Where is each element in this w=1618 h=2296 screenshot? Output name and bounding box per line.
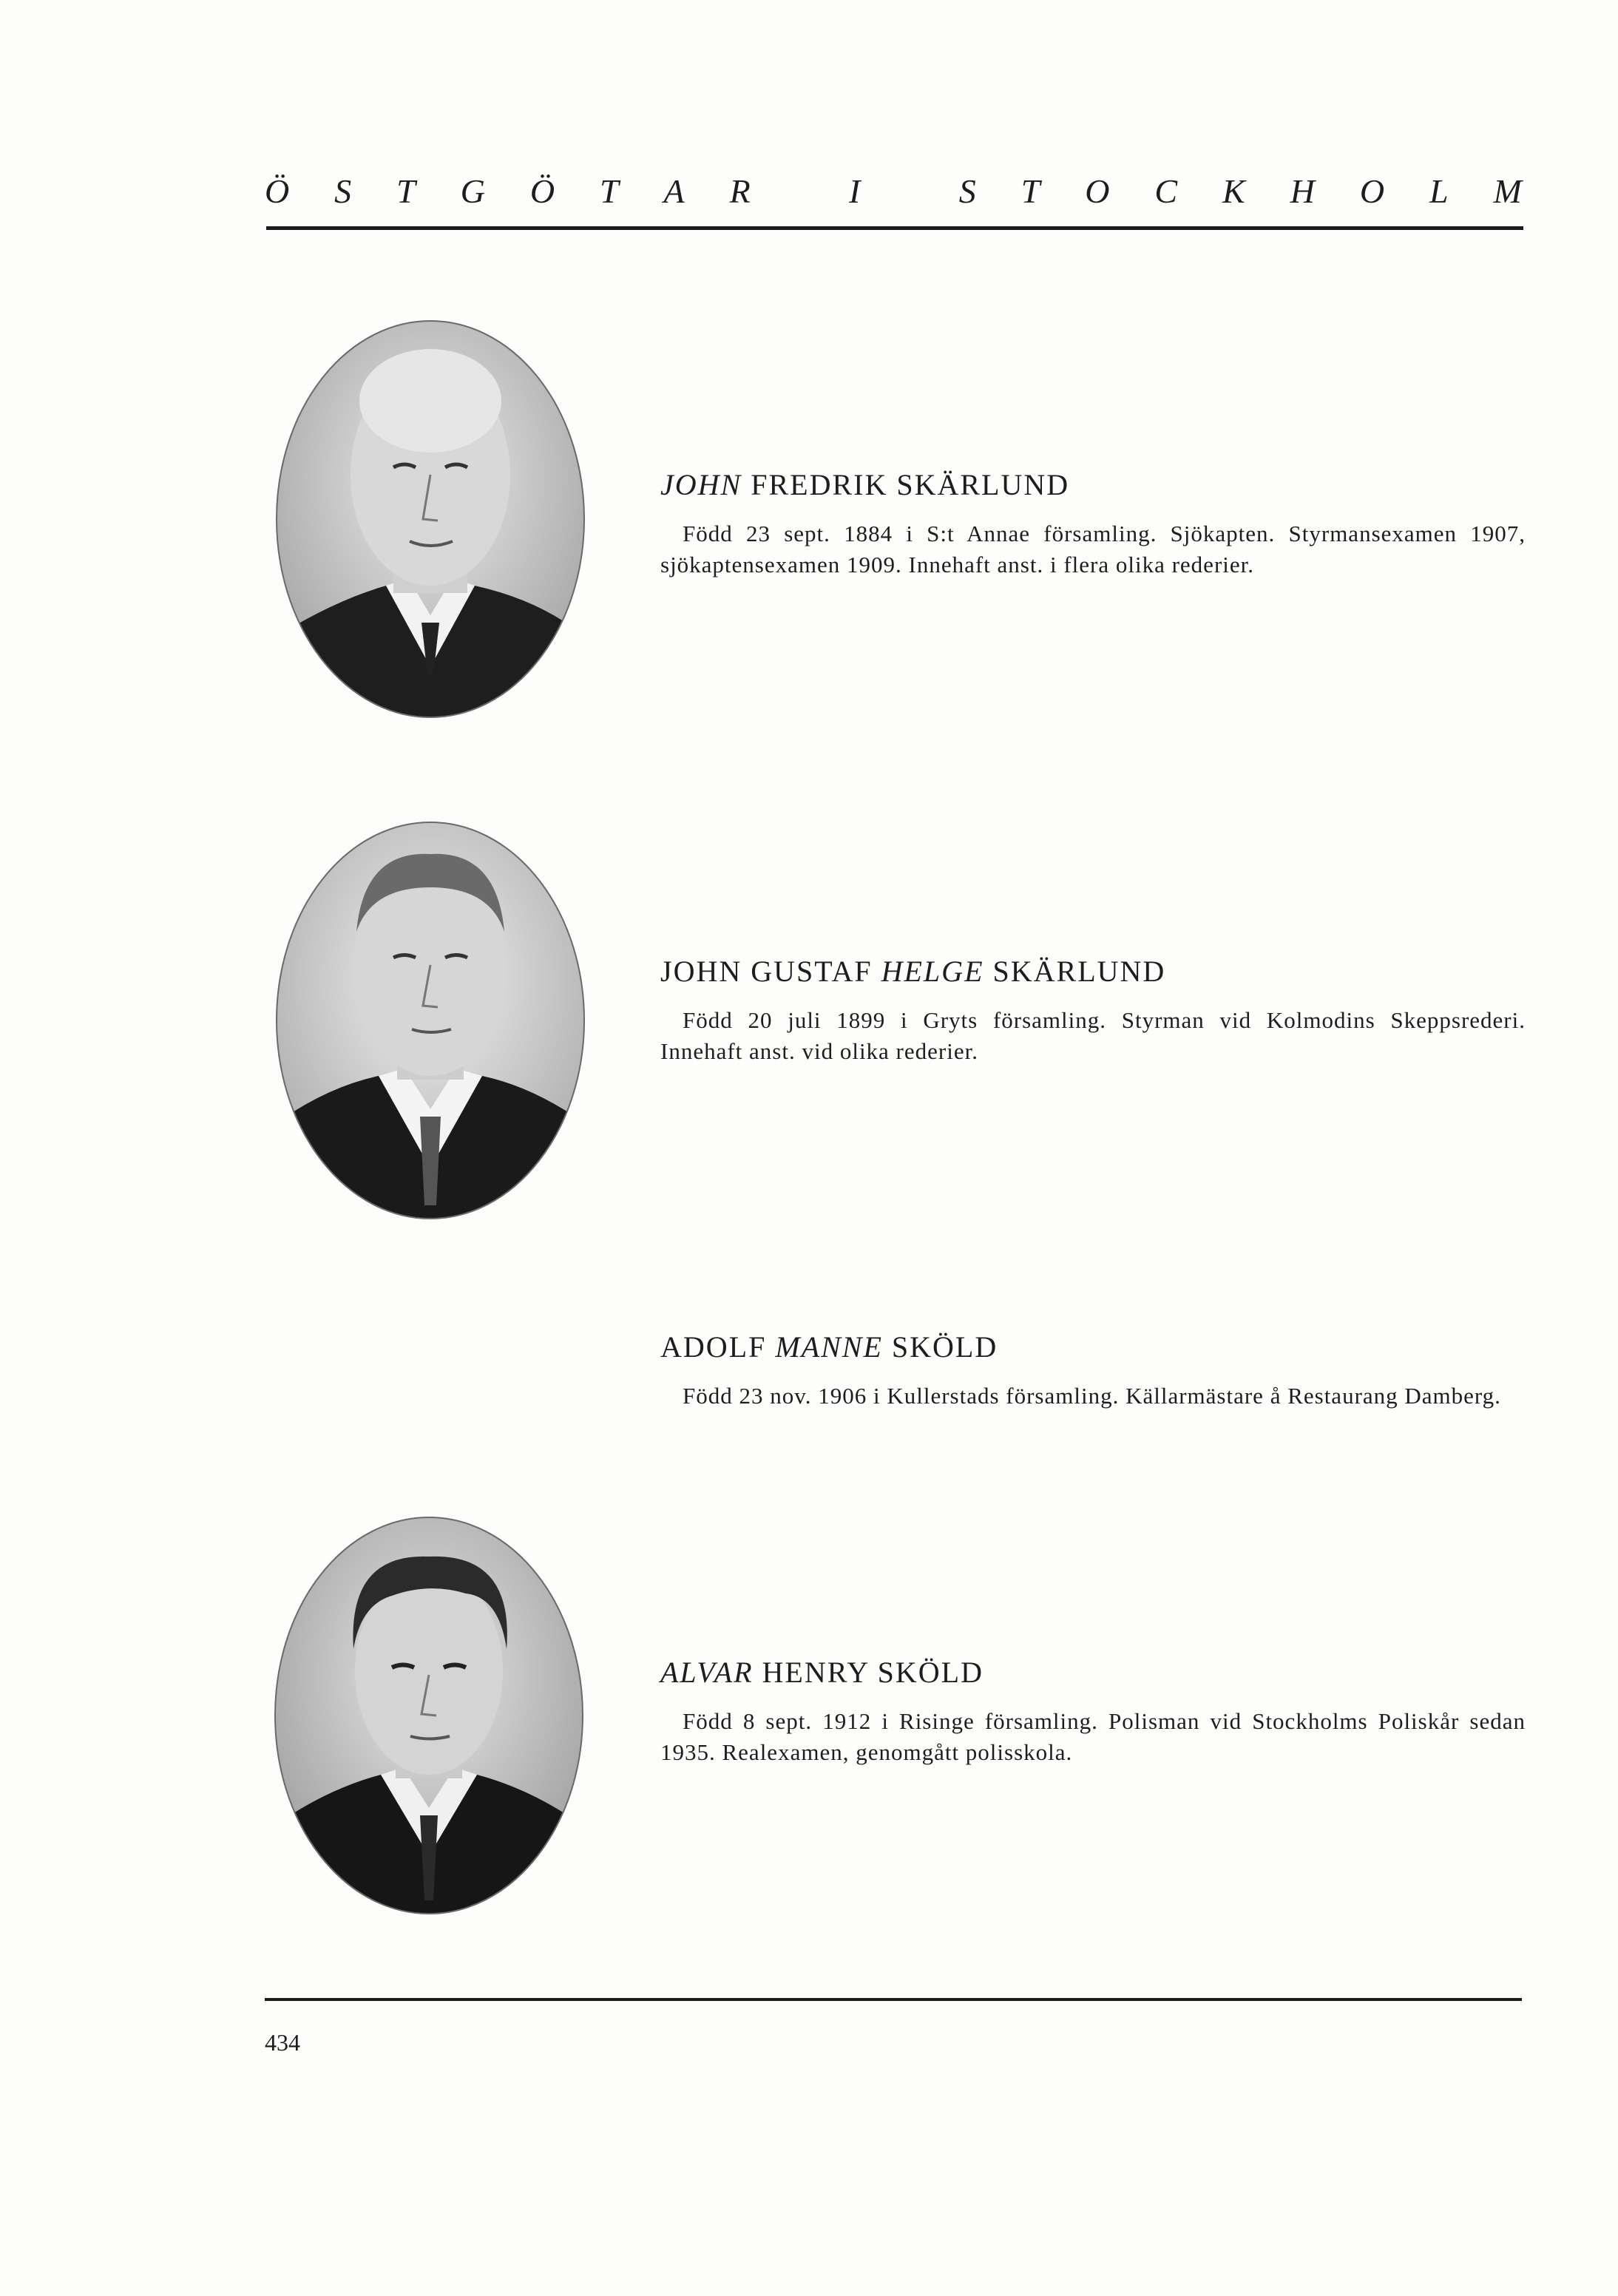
running-title-letter: H bbox=[1290, 172, 1315, 210]
page-number: 434 bbox=[265, 2029, 300, 2056]
running-title-letter: K bbox=[1222, 172, 1245, 210]
footer-rule bbox=[265, 1998, 1522, 2001]
running-title-gap bbox=[796, 172, 805, 211]
running-title-letter: O bbox=[1085, 172, 1110, 210]
portrait-photo-image bbox=[275, 319, 586, 719]
person-name: JOHN GUSTAF HELGE SKÄRLUND bbox=[660, 955, 1166, 988]
header-rule bbox=[266, 226, 1523, 230]
person-name: JOHN FREDRIK SKÄRLUND bbox=[660, 468, 1070, 501]
running-title-letter: T bbox=[599, 172, 619, 210]
running-title-letter: T bbox=[1020, 172, 1040, 210]
running-title-letter: C bbox=[1154, 172, 1178, 210]
running-title-gap bbox=[905, 172, 914, 211]
running-title-letter: S bbox=[958, 172, 976, 210]
biography-text: Född 23 sept. 1884 i S:t Annae församling. Sjökapten. Styrmansexamen 1907, sjökaptensexamen 1909. Innehaft anst. i flera olika rederier. bbox=[660, 521, 1526, 578]
running-title-letter: M bbox=[1493, 172, 1522, 210]
portrait-photo bbox=[275, 319, 586, 719]
given-name: JOHN bbox=[660, 468, 742, 501]
given-name: ALVAR bbox=[660, 1656, 754, 1689]
running-title-letter: S bbox=[334, 172, 352, 210]
portrait-photo-image bbox=[274, 1516, 584, 1915]
running-title-letter: A bbox=[663, 172, 685, 210]
biography-text: Född 8 sept. 1912 i Risinge församling. Polisman vid Stockholms Poliskår sedan 1935. Realexamen, genomgått polisskola. bbox=[660, 1708, 1526, 1765]
running-title-letter: T bbox=[396, 172, 416, 210]
biography-entry bbox=[660, 954, 1526, 1067]
running-title-letter: Ö bbox=[265, 172, 290, 210]
biography-text: Född 20 juli 1899 i Gryts församling. Styrman vid Kolmodins Skeppsrederi. Innehaft anst. vid olika rederier. bbox=[660, 1007, 1526, 1064]
running-title-letter: G bbox=[460, 172, 485, 210]
biography-entry bbox=[660, 467, 1526, 580]
portrait-photo bbox=[275, 821, 586, 1220]
running-title-letter: L bbox=[1429, 172, 1449, 210]
portrait-photo bbox=[274, 1516, 584, 1915]
biography-entry bbox=[660, 1655, 1526, 1768]
biography-text: Född 23 nov. 1906 i Kullerstads församling. Källarmästare å Restaurang Damberg. bbox=[683, 1383, 1501, 1409]
running-title bbox=[265, 172, 1522, 211]
portrait-photo-image bbox=[275, 821, 586, 1220]
biography-entry bbox=[660, 1330, 1526, 1412]
running-title-letter: Ö bbox=[529, 172, 555, 210]
running-title-letter: R bbox=[729, 172, 751, 210]
given-name: HELGE bbox=[881, 955, 984, 988]
running-title-letter: I bbox=[849, 172, 861, 210]
person-name: ALVAR HENRY SKÖLD bbox=[660, 1656, 984, 1689]
running-title-letter: O bbox=[1359, 172, 1385, 210]
person-name: ADOLF MANNE SKÖLD bbox=[660, 1330, 998, 1364]
given-name: MANNE bbox=[775, 1330, 883, 1364]
